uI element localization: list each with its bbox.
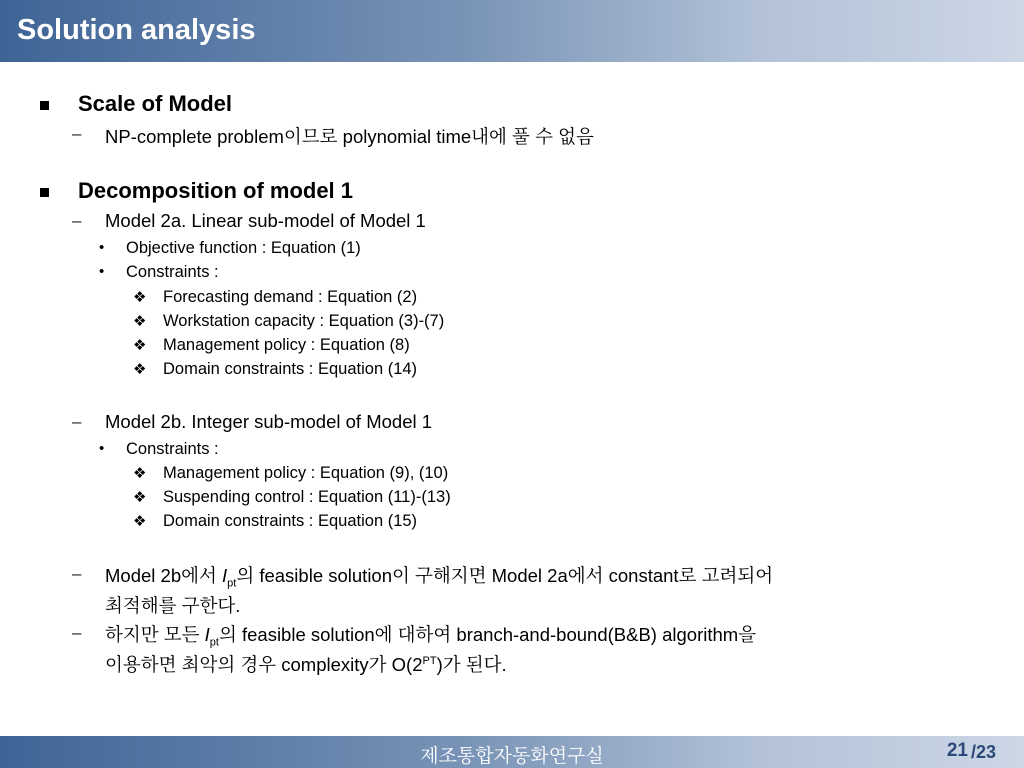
square-bullet-icon [40, 101, 49, 110]
diamond-bullet-icon: ❖ [133, 361, 147, 378]
note-2-line-2-pre: 이용하면 최악의 경우 complexity가 O(2 [105, 654, 423, 675]
note-2-line-1 [105, 621, 756, 649]
model-2a-objective: Objective function : Equation (1) [126, 239, 361, 257]
note-2-line-2 [105, 651, 507, 677]
model-2b-constraint: Management policy : Equation (9), (10) [163, 464, 449, 482]
page-total: /23 [970, 742, 996, 762]
dot-bullet-icon: • [99, 239, 105, 256]
note-2-post: 의 feasible solution에 대하여 branch-and-bound(B&B) algorithm을 [218, 624, 757, 645]
dash-bullet-icon: – [72, 623, 82, 642]
dash-bullet-icon: – [72, 564, 82, 583]
diamond-bullet-icon: ❖ [133, 289, 147, 306]
note-1-post: 의 feasible solution이 구해지면 Model 2a에서 constant로 고려되어 [236, 565, 774, 586]
note-2-pre: 하지만 모든 [105, 624, 205, 645]
model-2b-label: Model 2b. Integer sub-model of Model 1 [105, 411, 433, 432]
model-2a-label: Model 2a. Linear sub-model of Model 1 [105, 210, 426, 231]
square-bullet-icon [40, 188, 49, 197]
section-heading-scale: Scale of Model [78, 91, 233, 116]
page-number: 21 [946, 740, 968, 761]
model-2b-constraint: Domain constraints : Equation (15) [163, 512, 418, 530]
dot-bullet-icon: • [99, 440, 105, 457]
note-1-variable: I [222, 565, 228, 586]
dash-bullet-icon: – [72, 211, 82, 230]
dot-bullet-icon: • [99, 263, 105, 280]
note-2-superscript: PT [422, 654, 437, 667]
model-2a-constraint: Management policy : Equation (8) [163, 336, 410, 354]
model-2a-constraint: Forecasting demand : Equation (2) [163, 288, 418, 306]
note-2-variable: I [204, 624, 210, 645]
note-2-subscript: pt [209, 636, 219, 649]
note-1-pre: Model 2b에서 [105, 565, 222, 586]
diamond-bullet-icon: ❖ [133, 313, 147, 330]
note-1-line-2: 최적해를 구한다. [105, 595, 241, 616]
note-2-line-2-post: )가 된다. [436, 654, 507, 675]
footer-lab-name: 제조통합자동화연구실 [420, 745, 604, 767]
slide-title: Solution analysis [17, 14, 256, 46]
diamond-bullet-icon: ❖ [133, 513, 147, 530]
section-heading-decomposition: Decomposition of model 1 [78, 178, 354, 203]
model-2b-constraints-label: Constraints : [126, 440, 219, 458]
dash-bullet-icon: – [72, 124, 82, 143]
scale-item: NP-complete problem이므로 polynomial time내에 풀 수 없음 [105, 126, 594, 147]
model-2a-constraint: Domain constraints : Equation (14) [163, 360, 418, 378]
note-1-line-1 [105, 562, 773, 590]
model-2b-constraint: Suspending control : Equation (11)-(13) [163, 488, 451, 506]
model-2a-constraint: Workstation capacity : Equation (3)-(7) [163, 312, 445, 330]
model-2a-constraints-label: Constraints : [126, 263, 219, 281]
diamond-bullet-icon: ❖ [133, 489, 147, 506]
diamond-bullet-icon: ❖ [133, 337, 147, 354]
note-1-subscript: pt [227, 577, 237, 590]
diamond-bullet-icon: ❖ [133, 465, 147, 482]
footer-bar [0, 736, 1024, 768]
dash-bullet-icon: – [72, 412, 82, 431]
